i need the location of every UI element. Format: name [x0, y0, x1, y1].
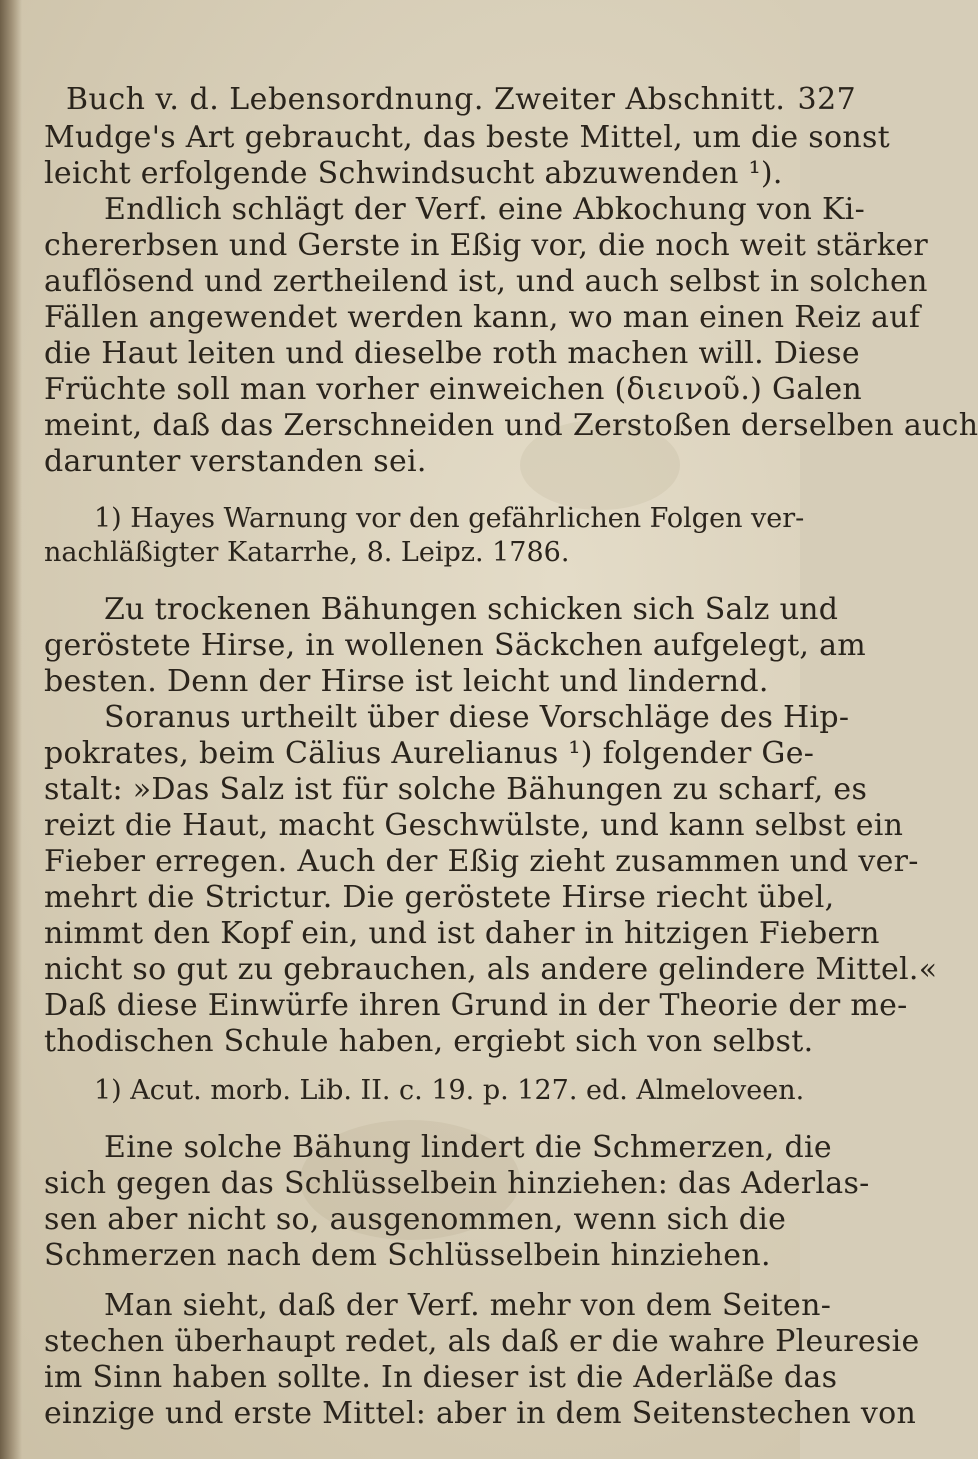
text-line: Schmerzen nach dem Schlüsselbein hinziehen. — [44, 1238, 771, 1273]
text-line: einzige und erste Mittel: aber in dem Seitenstechen von — [44, 1396, 917, 1431]
text-line: meint, daß das Zerschneiden und Zerstoßen derselben auch — [44, 408, 978, 443]
text-line: darunter verstanden sei. — [44, 444, 427, 479]
text-line: im Sinn haben sollte. In dieser ist die Aderläße das — [44, 1360, 838, 1395]
text-line: Mudge's Art gebraucht, das beste Mittel, um die sonst — [44, 120, 891, 155]
text-line: pokrates, beim Cälius Aurelianus ¹) folgender Ge- — [44, 736, 815, 771]
text-line: leicht erfolgende Schwindsucht abzuwenden ¹). — [44, 156, 783, 191]
text-line: Eine solche Bähung lindert die Schmerzen, die — [104, 1130, 832, 1165]
footnote-1 — [44, 502, 805, 570]
text-line: stalt: »Das Salz ist für solche Bähungen zu scharf, es — [44, 772, 868, 807]
footnote-line: 1) Acut. morb. Lib. II. c. 19. p. 127. ed. Almeloveen. — [94, 1075, 805, 1106]
text-line: nicht so gut zu gebrauchen, als andere gelindere Mittel.« — [44, 952, 938, 987]
text-line: Fällen angewendet werden kann, wo man einen Reiz auf — [44, 300, 921, 335]
text-line: geröstete Hirse, in wollenen Säckchen aufgelegt, am — [44, 628, 867, 663]
text-line: thodischen Schule haben, ergiebt sich von selbst. — [44, 1024, 814, 1059]
text-line: sen aber nicht so, ausgenommen, wenn sich die — [44, 1202, 787, 1237]
page-text — [44, 80, 978, 1432]
footnote-line: nachläßigter Katarrhe, 8. Leipz. 1786. — [44, 537, 570, 568]
text-line: Endlich schlägt der Verf. eine Abkochung von Ki- — [104, 192, 866, 227]
text-line: Soranus urtheilt über diese Vorschläge des Hip- — [104, 700, 850, 735]
text-line: stechen überhaupt redet, als daß er die wahre Pleuresie — [44, 1324, 920, 1359]
text-line: sich gegen das Schlüsselbein hinziehen: das Aderlas- — [44, 1166, 870, 1201]
text-line: die Haut leiten und dieselbe roth machen will. Diese — [44, 336, 860, 371]
paragraph-3 — [44, 592, 867, 700]
text-line: auflösend und zertheilend ist, und auch selbst in solchen — [44, 264, 928, 299]
text-line: chererbsen und Gerste in Eßig vor, die noch weit stärker — [44, 228, 929, 263]
paragraph-2 — [44, 192, 978, 480]
page-number: 327 — [797, 82, 857, 117]
text-line: nimmt den Kopf ein, und ist daher in hitzigen Fiebern — [44, 916, 880, 951]
running-title: Buch v. d. Lebensordnung. Zweiter Abschnitt. — [66, 82, 786, 117]
paragraph-6 — [44, 1288, 920, 1432]
text-line: mehrt die Strictur. Die geröstete Hirse riecht übel, — [44, 880, 835, 915]
text-line: Früchte soll man vorher einweichen (διεινοῦ.) Galen — [44, 372, 863, 407]
text-line: Daß diese Einwürfe ihren Grund in der Theorie der me- — [44, 988, 908, 1023]
footnote-line: 1) Hayes Warnung vor den gefährlichen Folgen ver- — [94, 503, 805, 534]
paragraph-4 — [44, 700, 938, 1060]
book-spine-shadow — [0, 0, 22, 1459]
paragraph-5 — [44, 1130, 870, 1274]
text-line: besten. Denn der Hirse ist leicht und lindernd. — [44, 664, 769, 699]
text-line: reizt die Haut, macht Geschwülste, und kann selbst ein — [44, 808, 904, 843]
paragraph-1 — [44, 120, 891, 192]
running-header — [44, 80, 857, 120]
text-line: Fieber erregen. Auch der Eßig zieht zusammen und ver- — [44, 844, 919, 879]
footnote-2 — [44, 1074, 805, 1108]
text-line: Man sieht, daß der Verf. mehr von dem Seiten- — [104, 1288, 832, 1323]
text-line: Zu trockenen Bähungen schicken sich Salz und — [104, 592, 839, 627]
